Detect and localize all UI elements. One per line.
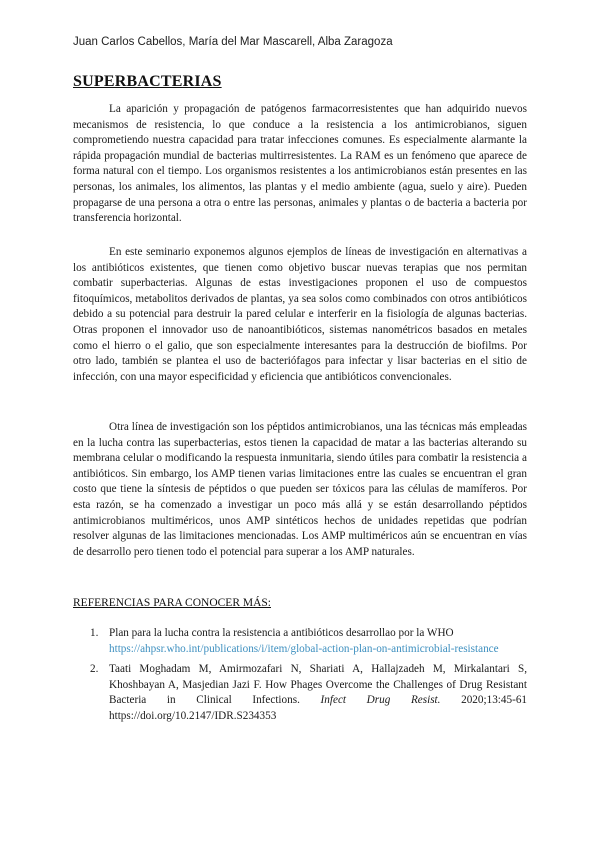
paragraph-intro: La aparición y propagación de patógenos farmacorresistentes que han adquirido nuevos mecanismos de resistencia, lo que conduce a la resistencia a los antimicrobianos, siguen comprometiendo nuestra capacidad para tratar infecciones comunes. Es especialmente alarmante la rápida propagación mundial de bacterias multirresistentes. La RAM es un fenómeno que aparece de forma natural con el tiempo. Los organismos resistentes a los antimicrobianos están presentes en las personas, los animales, los alimentos, las plantas y el medio ambiente (agua, suelo y aire). Pueden propagarse de una persona a otra o entre las personas, animales y plantas o de bacteria a bacteria por transferencia horizontal. [73,103,527,225]
reference-citation [109,662,527,724]
reference-volume: 2020;13:45-61 [440,694,528,707]
reference-text: Plan para la lucha contra la resistencia a antibióticos desarrollao por la WHO [109,627,454,639]
references-heading: REFERENCIAS PARA CONOCER MÁS: [73,597,271,609]
reference-journal: Infect Drug Resist. [320,694,441,707]
reference-link[interactable]: https://ahpsr.who.int/publications/i/item/global-action-plan-on-antimicrobial-resistance [109,642,499,655]
reference-number: 2. [90,663,99,676]
page-title: SUPERBACTERIAS [73,73,222,90]
reference-item [73,662,527,724]
reference-number: 1. [90,627,99,639]
reference-text: Taati Moghadam M, Amirmozafari N, Shariati A, Hallajzadeh M, Mirkalantari S, Khoshbayan A, Masjedian Jazi F. How Phages Overcome the Challenges of Drug Resistant Bacteria in Clinical Infections. [109,663,527,707]
reference-item [73,626,527,657]
paragraph-peptides: Otra línea de investigación son los péptidos antimicrobianos, una las técnicas más empleadas en la lucha contra las superbacterias, estos tienen la capacidad de matar a las bacterias alterando su membrana celular o modificando la respuesta inmunitaria, siendo útiles para combatir la resistencia a antibióticos. Sin embargo, los AMP tienen varias limitaciones entre las cuales se encuentran el gran costo que tiene la síntesis de péptidos o que pueden ser tóxicos para las células de mamíferos. Por esta razón, se ha comenzado a investigar un poco más allá y se están desarrollando péptidos antimicrobianos multiméricos, unos AMP sintéticos hechos de unidades repetidas que podrían resolver algunas de las limitaciones mencionadas. Los AMP multiméricos aún se encuentran en vías de desarrollo pero tienen todo el potencial para superar a los AMP naturales. [73,421,527,558]
reference-doi: https://doi.org/10.2147/IDR.S234353 [109,709,277,722]
page-header-authors: Juan Carlos Cabellos, María del Mar Mascarell, Alba Zaragoza [73,36,393,48]
references-list [73,626,527,730]
paragraph-alternatives: En este seminario exponemos algunos ejemplos de líneas de investigación en alternativas a los antibióticos existentes, que tienen como objetivo buscar nuevas terapias que nos permitan combatir superbacterias. Algunas de estas investigaciones proponen el uso de compuestos fitoquímicos, metabolitos derivados de plantas, ya sea solos como combinados con otros antibióticos debido a su potencial para destruir la pared celular e interferir en la fisiología de algunas bacterias. Otras proponen el innovador uso de nanoantibióticos, sistemas nanométricos basados en metales como el hierro o el galio, que son especialmente interesantes para la destrucción de biofilms. Por otro lado, también se plantea el uso de bacteriófagos para infectar y lisar bacterias en el sitio de infección, con una mayor especificidad y eficiencia que antibióticos convencionales. [73,246,527,383]
